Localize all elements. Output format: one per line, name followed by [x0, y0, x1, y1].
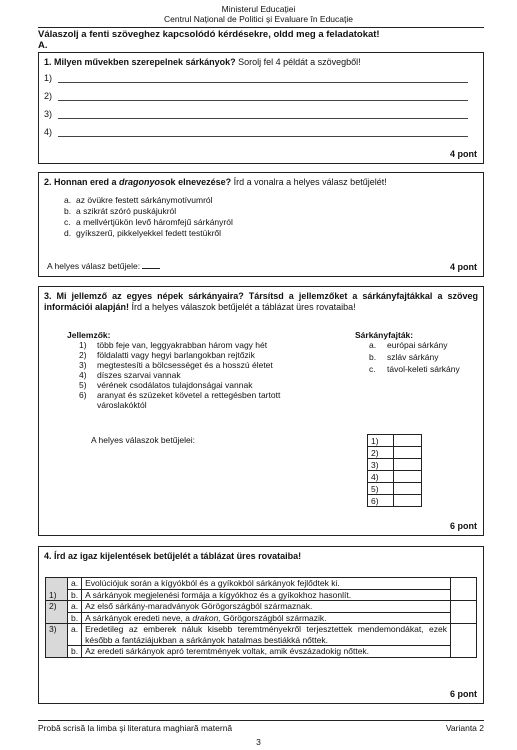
trait-number: 4) — [79, 370, 87, 380]
answer-label: A helyes válasz betűjele: — [47, 261, 141, 271]
trait-text: földalatti vagy hegyi barlangokban rejtőzik — [97, 350, 255, 360]
question-3-box — [38, 286, 484, 536]
option-a — [64, 195, 213, 206]
answer-cell[interactable] — [451, 624, 477, 658]
option-c — [64, 217, 233, 228]
type-text: európai sárkány — [387, 340, 448, 350]
table-row — [368, 471, 422, 483]
answer-cell[interactable] — [394, 459, 422, 471]
question-2-box — [38, 172, 484, 277]
table-row — [368, 447, 422, 459]
statement-text: Eredetileg az emberek náluk kisebb teremtményekről terjesztettek mendemondákat, ezek később a fantáziájukban a sárkányok hatalmas bestiákká nőttek. — [82, 624, 451, 646]
answer-table — [367, 434, 422, 507]
option-text: a szikrát szóró puskájukról — [76, 206, 177, 216]
table-row — [368, 435, 422, 447]
trait-number: 2) — [79, 350, 87, 360]
question-4-title — [44, 551, 478, 562]
option-b — [64, 206, 176, 217]
row-label: 5) — [368, 483, 394, 495]
trait-number: 1) — [79, 340, 87, 350]
table-row — [46, 578, 477, 590]
trait-number: 5) — [79, 380, 87, 390]
question-4-box — [38, 546, 484, 704]
footer-right: Varianta 2 — [445, 723, 484, 733]
trait-text: aranyat és szüzeket követel a rettegésben tartott — [97, 390, 281, 400]
row-label: 1) — [368, 435, 394, 447]
page-number: 3 — [256, 737, 261, 747]
question-2-title-bold: 2. Honnan ered a — [44, 177, 117, 187]
answer-cell[interactable] — [451, 578, 477, 601]
answer-line-number: 3) — [44, 109, 53, 119]
answer-line-3[interactable] — [44, 109, 468, 119]
table-row — [46, 601, 477, 613]
answer-cell[interactable] — [394, 471, 422, 483]
answer-line-number: 1) — [44, 73, 53, 83]
answer-line-number: 4) — [44, 127, 53, 137]
option-letter: c. — [64, 217, 71, 227]
row-label: 6) — [368, 495, 394, 507]
statement-text: Az első sárkány-maradványok Görögországból származnak. — [82, 601, 451, 613]
statement-text-part: Görögországból származik. — [220, 612, 327, 623]
question-3-title-normal: Írd a helyes válaszok betűjelét a táblázat üres rovataiba! — [131, 302, 356, 312]
question-1-title — [44, 57, 478, 68]
answer-cell[interactable] — [394, 483, 422, 495]
answer-underline[interactable] — [58, 75, 468, 83]
types-heading: Sárkányfajták: — [355, 330, 414, 340]
question-3-points: 6 pont — [450, 521, 477, 531]
statement-text: Evolúciójuk során a kígyókból és a gyíkokból sárkányok fejlődtek ki. — [82, 578, 451, 590]
statement-letter: b. — [68, 646, 82, 658]
type-text: távol-keleti sárkány — [387, 364, 460, 374]
option-letter: a. — [64, 195, 72, 205]
type-letter: a. — [369, 340, 377, 350]
statements-table — [45, 577, 477, 658]
answer-line-1[interactable] — [44, 73, 468, 83]
question-1-title-bold: 1. Milyen művekben szerepelnek sárkányok? — [44, 57, 236, 67]
option-letter: d. — [64, 228, 72, 238]
statement-letter: a. — [68, 624, 82, 646]
statement-letter: a. — [68, 578, 82, 590]
trait-text: megtestesíti a bölcsességet és a hosszú életet — [97, 360, 273, 370]
question-2-points: 4 pont — [450, 262, 477, 272]
row-index: 1) — [46, 578, 68, 601]
instruction-text: Válaszolj a fenti szöveghez kapcsolódó kérdésekre, oldd meg a feladatokat! — [38, 29, 380, 40]
table-row — [368, 495, 422, 507]
page-footer — [38, 720, 484, 733]
question-1-title-normal: Sorolj fel 4 példát a szövegből! — [238, 57, 361, 67]
type-letter: c. — [369, 364, 376, 374]
statement-text-italic: drakon, — [192, 612, 221, 623]
statement-letter: b. — [68, 612, 82, 624]
answer-cell[interactable] — [394, 435, 422, 447]
question-4-title-bold: 4. Írd az igaz kijelentések betűjelét a táblázat üres rovataiba! — [44, 551, 302, 561]
table-row — [46, 624, 477, 646]
statement-text — [82, 612, 451, 624]
question-2-title-normal: Írd a vonalra a helyes válasz betűjelét! — [233, 177, 387, 187]
row-label: 4) — [368, 471, 394, 483]
row-index: 2) — [46, 601, 68, 624]
answer-cell[interactable] — [394, 495, 422, 507]
answer-line-number: 2) — [44, 91, 53, 101]
ministry-name: Ministerul Educației — [221, 4, 296, 14]
type-text: szláv sárkány — [387, 352, 439, 362]
table-row — [46, 646, 477, 658]
trait-text: díszes szarvai vannak — [97, 370, 181, 380]
question-3-title-bold: 3. Mi jellemző az egyes népek sárkányaira? Társítsd a jellemzőket a sárkányfajtákkal a szöveg információi alapján! — [44, 291, 478, 312]
answer-underline[interactable] — [58, 93, 468, 101]
traits-heading: Jellemzők: — [67, 330, 111, 340]
statement-text: Az eredeti sárkányok apró teremtmények voltak, amik évszázadokig nőttek. — [82, 646, 451, 658]
table-row — [368, 483, 422, 495]
trait-item — [79, 390, 280, 400]
header-divider — [38, 27, 484, 28]
trait-number: 3) — [79, 360, 87, 370]
statement-letter: a. — [68, 601, 82, 613]
footer-left: Probă scrisă la limba şi literatura maghiară maternă — [38, 723, 233, 733]
section-label: A. — [38, 40, 48, 51]
instruction — [38, 29, 380, 51]
question-1-points: 4 pont — [450, 149, 477, 159]
question-4-points: 6 pont — [450, 689, 477, 699]
answer-cell[interactable] — [394, 447, 422, 459]
statement-text-part: A sárkányok eredeti neve, a — [85, 612, 193, 623]
trait-item — [79, 370, 181, 380]
option-text: gyíkszerű, pikkelyekkel fedett testükről — [76, 228, 222, 238]
option-letter: b. — [64, 206, 72, 216]
question-2-title — [44, 177, 478, 188]
trait-item — [79, 350, 255, 360]
question-3-title — [44, 291, 478, 313]
trait-number: 6) — [79, 390, 87, 400]
question-2-title-bold-end: ok elnevezése? — [165, 177, 232, 187]
type-item — [369, 364, 460, 374]
trait-item — [79, 360, 273, 370]
table-row — [46, 612, 477, 624]
type-letter: b. — [369, 352, 377, 362]
page-header — [0, 4, 517, 24]
row-label: 3) — [368, 459, 394, 471]
option-text: a mellvértjükön levő háromfejű sárkányról — [76, 217, 233, 227]
option-d — [64, 228, 221, 239]
row-label: 2) — [368, 447, 394, 459]
answer-blank[interactable] — [142, 268, 160, 269]
question-2-answer — [47, 261, 160, 271]
trait-item — [79, 380, 252, 390]
answer-cell[interactable] — [451, 601, 477, 624]
type-item — [369, 352, 439, 362]
trait-text: vérének csodálatos tulajdonságai vannak — [97, 380, 253, 390]
answer-line-4[interactable] — [44, 127, 468, 137]
trait-text-continued: városlakóktól — [97, 400, 147, 410]
question-1-box — [38, 52, 484, 164]
answers-label: A helyes válaszok betűjelei: — [91, 435, 195, 445]
answer-line-2[interactable] — [44, 91, 468, 101]
table-row — [368, 459, 422, 471]
row-index: 3) — [46, 624, 68, 658]
trait-text: több feje van, leggyakrabban három vagy hét — [97, 340, 268, 350]
center-name: Centrul Național de Politici și Evaluare în Educație — [164, 14, 353, 24]
statement-letter: b. — [68, 589, 82, 601]
answer-underline[interactable] — [58, 129, 468, 137]
table-row — [46, 589, 477, 601]
question-2-title-italic: dragonyos — [119, 177, 166, 187]
option-text: az övükre festett sárkánymotívumról — [76, 195, 213, 205]
type-item — [369, 340, 447, 350]
answer-underline[interactable] — [58, 111, 468, 119]
statement-text: A sárkányok megjelenési formája a kígyókhoz és a gyíkokhoz hasonlít. — [82, 589, 451, 601]
trait-item — [79, 340, 267, 350]
